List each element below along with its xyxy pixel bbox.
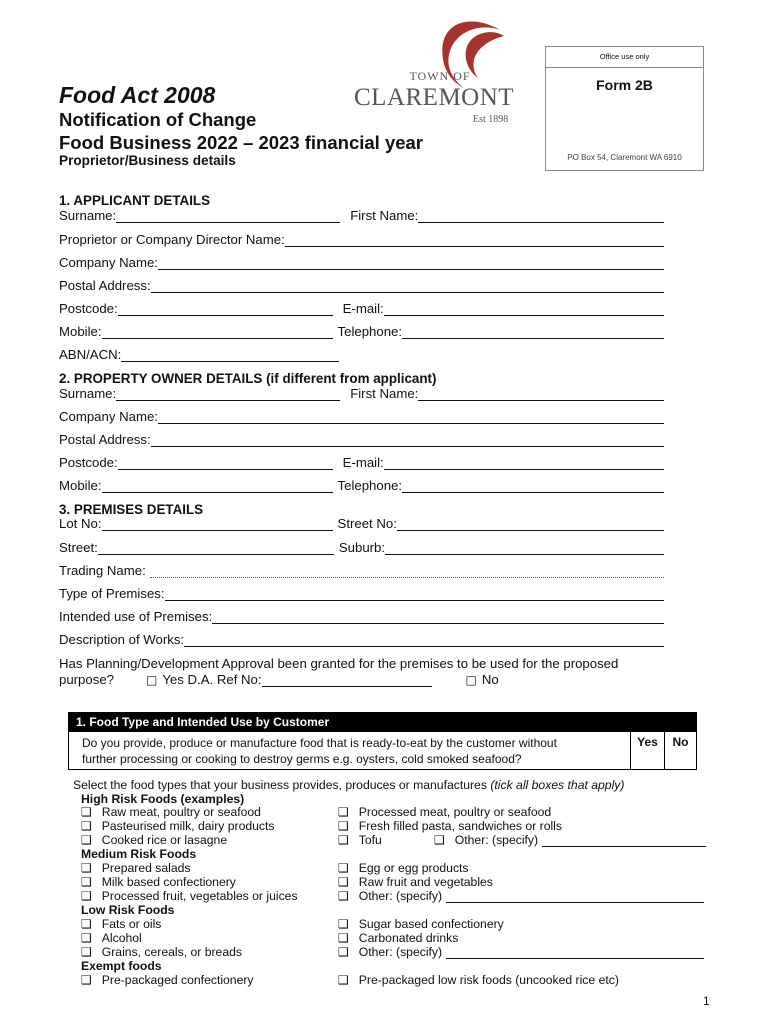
medium-right-1-label: Raw fruit and vegetables — [358, 875, 493, 889]
exempt-heading: Exempt foods — [81, 959, 162, 973]
checkbox-icon[interactable]: ❑ — [338, 805, 349, 819]
s1-surname-label: Surname: — [59, 208, 117, 223]
medium-risk-heading: Medium Risk Foods — [81, 847, 197, 861]
s2-mobile-row — [59, 478, 664, 493]
food-yes-cell[interactable] — [631, 732, 665, 769]
food-type-table — [68, 732, 697, 770]
food-no-label: No — [672, 735, 689, 749]
s1-surname-field[interactable] — [116, 209, 340, 223]
s2-email-field[interactable] — [384, 456, 664, 470]
logo-town-of: TOWN OF — [409, 69, 471, 83]
high-risk-heading: High Risk Foods (examples) — [81, 792, 245, 806]
s1-mobile-row — [59, 324, 664, 339]
s2-email-label: E-mail: — [342, 455, 384, 470]
medium-right-1[interactable] — [338, 875, 493, 889]
checkbox-icon[interactable]: ❑ — [338, 875, 349, 889]
checkbox-icon[interactable]: ❑ — [338, 861, 349, 875]
exempt-left-0[interactable] — [81, 973, 254, 987]
low-right-0-label: Sugar based confectionery — [358, 917, 504, 931]
s2-postcode-label: Postcode: — [59, 455, 118, 470]
s2-postcode-row — [59, 455, 664, 470]
s3-works-row — [59, 632, 664, 647]
low-other-field[interactable] — [446, 945, 704, 959]
s2-first-name-label: First Name: — [350, 386, 419, 401]
logo-claremont: CLAREMONT — [354, 84, 515, 111]
s1-proprietor-field[interactable] — [285, 233, 664, 247]
s2-company-field[interactable] — [158, 410, 664, 424]
checkbox-icon[interactable]: ❑ — [434, 833, 445, 847]
s1-postcode-field[interactable] — [118, 302, 333, 316]
checkbox-icon[interactable]: ❑ — [81, 945, 92, 959]
s3-no-checkbox[interactable]: □ — [465, 673, 477, 687]
s3-planning-question: Has Planning/Development Approval been granted for the premises to be used for the proposed — [59, 656, 619, 671]
s3-planning-row — [59, 672, 519, 687]
high-left-0[interactable] — [81, 805, 261, 819]
s1-mobile-label: Mobile: — [59, 324, 102, 339]
s3-intended-field[interactable] — [212, 610, 664, 624]
low-left-2[interactable] — [81, 945, 242, 959]
low-left-0-label: Fats or oils — [101, 917, 162, 931]
s3-type-field[interactable] — [165, 587, 664, 601]
checkbox-icon[interactable]: ❑ — [338, 945, 349, 959]
checkbox-icon[interactable]: ❑ — [81, 875, 92, 889]
s3-type-label: Type of Premises: — [59, 586, 165, 601]
s1-postal-row — [59, 278, 664, 293]
medium-left-0-label: Prepared salads — [101, 861, 191, 875]
s1-postal-field[interactable] — [151, 279, 664, 293]
s3-works-label: Description of Works: — [59, 632, 185, 647]
checkbox-icon[interactable]: ❑ — [81, 833, 92, 847]
s3-street-row — [59, 540, 664, 555]
section-2-heading: 2. PROPERTY OWNER DETAILS (if different from applicant) — [59, 371, 437, 386]
s1-postal-label: Postal Address: — [59, 278, 151, 293]
s2-company-label: Company Name: — [59, 409, 158, 424]
s1-postcode-label: Postcode: — [59, 301, 118, 316]
low-right-0[interactable] — [338, 917, 504, 931]
food-instruction-italic: (tick all boxes that apply) — [490, 778, 625, 792]
checkbox-icon[interactable]: ❑ — [338, 931, 349, 945]
s2-telephone-field[interactable] — [402, 479, 664, 493]
s1-surname-row — [59, 208, 664, 223]
office-use-box — [545, 46, 704, 171]
s3-yes-checkbox[interactable]: □ — [146, 673, 158, 687]
title-line-1: Notification of Change — [59, 109, 257, 130]
s2-surname-label: Surname: — [59, 386, 117, 401]
s3-intended-label: Intended use of Premises: — [59, 609, 213, 624]
low-left-0[interactable] — [81, 917, 161, 931]
s1-abn-field[interactable] — [121, 348, 339, 362]
s1-company-field[interactable] — [158, 256, 664, 270]
s1-first-name-field[interactable] — [418, 209, 664, 223]
s2-first-name-field[interactable] — [418, 387, 664, 401]
s1-company-row — [59, 255, 664, 270]
s3-lot-label: Lot No: — [59, 516, 102, 531]
food-yes-label: Yes — [637, 735, 658, 749]
checkbox-icon[interactable]: ❑ — [81, 973, 92, 987]
s3-trading-field[interactable] — [150, 564, 664, 578]
s2-company-row — [59, 409, 664, 424]
form-label: Form 2B — [596, 77, 653, 93]
high-right-2[interactable] — [338, 833, 382, 847]
s3-no-label: No — [481, 672, 499, 687]
section-1-heading: 1. APPLICANT DETAILS — [59, 193, 211, 208]
high-other[interactable] — [434, 833, 706, 847]
subtitle: Proprietor/Business details — [59, 153, 236, 168]
s1-abn-row — [59, 347, 339, 362]
medium-left-1-label: Milk based confectionery — [101, 875, 236, 889]
high-other-label: Other: (specify) — [454, 833, 539, 847]
s1-telephone-field[interactable] — [402, 325, 664, 339]
medium-left-1[interactable] — [81, 875, 236, 889]
checkbox-icon[interactable]: ❑ — [338, 833, 349, 847]
title-line-2: Food Business 2022 – 2023 financial year — [59, 132, 424, 153]
food-question-line-1: Do you provide, produce or manufacture food that is ready-to-eat by the customer without — [82, 736, 557, 750]
low-right-2[interactable] — [338, 945, 704, 959]
checkbox-icon[interactable]: ❑ — [338, 889, 349, 903]
medium-right-0[interactable] — [338, 861, 469, 875]
s1-proprietor-label: Proprietor or Company Director Name: — [59, 232, 285, 247]
s3-street-field[interactable] — [98, 541, 334, 555]
low-left-2-label: Grains, cereals, or breads — [101, 945, 242, 959]
s1-telephone-label: Telephone: — [337, 324, 403, 339]
checkbox-icon[interactable]: ❑ — [81, 819, 92, 833]
s1-company-label: Company Name: — [59, 255, 158, 270]
s3-intended-row — [59, 609, 664, 624]
s2-postal-field[interactable] — [151, 433, 664, 447]
checkbox-icon[interactable]: ❑ — [338, 917, 349, 931]
exempt-right-0[interactable] — [338, 973, 619, 987]
s1-proprietor-row — [59, 232, 664, 247]
high-right-1-label: Fresh filled pasta, sandwiches or rolls — [358, 819, 562, 833]
food-type-header — [68, 712, 697, 732]
food-question-cell — [69, 732, 631, 769]
act-title: Food Act 2008 — [59, 82, 216, 108]
low-right-2-label: Other: (specify) — [358, 945, 443, 959]
medium-left-2[interactable] — [81, 889, 298, 903]
s1-email-label: E-mail: — [342, 301, 384, 316]
low-right-1-label: Carbonated drinks — [358, 931, 459, 945]
s1-mobile-field[interactable] — [102, 325, 333, 339]
s3-street-no-label: Street No: — [337, 516, 397, 531]
s3-trading-row — [59, 563, 664, 578]
low-left-1[interactable] — [81, 931, 142, 945]
checkbox-icon[interactable]: ❑ — [81, 889, 92, 903]
exempt-right-0-label: Pre-packaged low risk foods (uncooked rice etc) — [358, 973, 619, 987]
checkbox-icon[interactable]: ❑ — [81, 861, 92, 875]
high-right-0[interactable] — [338, 805, 551, 819]
high-right-0-label: Processed meat, poultry or seafood — [358, 805, 552, 819]
s3-lot-row — [59, 516, 664, 531]
s2-postal-row — [59, 432, 664, 447]
s3-suburb-label: Suburb: — [338, 540, 386, 555]
s2-telephone-label: Telephone: — [337, 478, 403, 493]
town-logo — [352, 14, 527, 132]
logo-est: Est 1898 — [473, 114, 509, 125]
high-left-1[interactable] — [81, 819, 275, 833]
exempt-left-0-label: Pre-packaged confectionery — [101, 973, 254, 987]
s3-suburb-field[interactable] — [385, 541, 664, 555]
high-left-1-label: Pasteurised milk, dairy products — [101, 819, 275, 833]
s2-mobile-label: Mobile: — [59, 478, 102, 493]
high-right-2-label: Tofu — [358, 833, 382, 847]
high-other-field[interactable] — [542, 833, 706, 847]
s1-postcode-row — [59, 301, 664, 316]
high-left-0-label: Raw meat, poultry or seafood — [101, 805, 261, 819]
s3-yes-label: Yes D.A. Ref No: — [162, 672, 262, 687]
checkbox-icon[interactable]: ❑ — [81, 917, 92, 931]
s3-type-row — [59, 586, 664, 601]
page-number: 1 — [703, 994, 710, 1008]
section-3-heading: 3. PREMISES DETAILS — [59, 502, 204, 517]
medium-right-0-label: Egg or egg products — [358, 861, 469, 875]
food-type-header-text: 1. Food Type and Intended Use by Customer — [76, 715, 330, 729]
medium-other-field[interactable] — [446, 889, 704, 903]
medium-left-2-label: Processed fruit, vegetables or juices — [101, 889, 298, 903]
low-right-1[interactable] — [338, 931, 458, 945]
s2-surname-row — [59, 386, 664, 401]
po-box: PO Box 54, Claremont WA 6910 — [567, 153, 682, 162]
medium-right-2[interactable] — [338, 889, 704, 903]
checkbox-icon[interactable]: ❑ — [338, 819, 349, 833]
s2-postal-label: Postal Address: — [59, 432, 151, 447]
food-no-cell[interactable] — [665, 732, 696, 769]
s2-mobile-field[interactable] — [102, 479, 333, 493]
checkbox-icon[interactable]: ❑ — [81, 931, 92, 945]
low-left-1-label: Alcohol — [101, 931, 142, 945]
low-risk-heading: Low Risk Foods — [81, 903, 175, 917]
s3-street-label: Street: — [59, 540, 98, 555]
s1-abn-label: ABN/ACN: — [59, 347, 122, 362]
s3-works-field[interactable] — [184, 633, 664, 647]
medium-right-2-label: Other: (specify) — [358, 889, 443, 903]
s2-postcode-field[interactable] — [118, 456, 333, 470]
food-instruction-text: Select the food types that your business provides, produces or manufactures — [73, 778, 487, 792]
s3-da-ref-field[interactable] — [262, 673, 432, 687]
high-left-2[interactable] — [81, 833, 227, 847]
food-question-line-2: further processing or cooking to destroy germs e.g. oysters, cold smoked seafood? — [82, 752, 522, 766]
food-instruction — [73, 778, 624, 792]
medium-left-0[interactable] — [81, 861, 191, 875]
checkbox-icon[interactable]: ❑ — [338, 973, 349, 987]
checkbox-icon[interactable]: ❑ — [81, 805, 92, 819]
s1-first-name-label: First Name: — [350, 208, 419, 223]
high-left-2-label: Cooked rice or lasagne — [101, 833, 228, 847]
high-right-1[interactable] — [338, 819, 562, 833]
s3-planning-purpose: purpose? — [59, 672, 114, 687]
s3-street-no-field[interactable] — [397, 517, 664, 531]
s3-trading-label: Trading Name: — [59, 563, 146, 578]
s3-lot-field[interactable] — [102, 517, 333, 531]
office-use-label: Office use only — [546, 47, 703, 68]
s2-surname-field[interactable] — [116, 387, 340, 401]
s1-email-field[interactable] — [384, 302, 664, 316]
